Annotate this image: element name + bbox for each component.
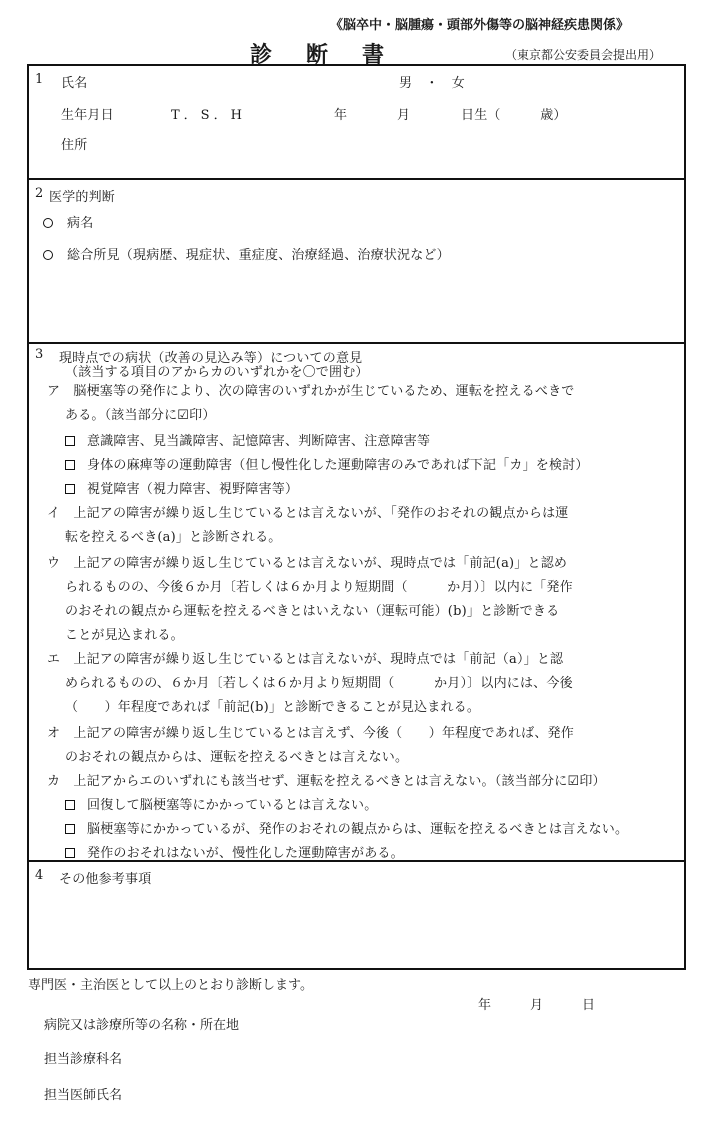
checkbox-icon[interactable]: [65, 460, 75, 470]
department-label: 担当診療科名: [44, 1052, 123, 1067]
section-3-title: 現時点での病状（改善の見込み等）についての意見: [59, 351, 363, 366]
section-4-title: その他参考事項: [59, 872, 152, 887]
statement-text: 専門医・主治医として以上のとおり診断します。: [28, 978, 313, 993]
option-a-line[interactable]: ア 脳梗塞等の発作により、次の障害のいずれかが生じているため、運転を控えるべきで: [47, 384, 575, 399]
checkbox-icon[interactable]: [65, 848, 75, 858]
day-age-label: 日生（ 歳）: [461, 108, 567, 123]
section-3-subtitle: （該当する項目のアからカのいずれかを〇で囲む）: [65, 365, 369, 380]
circle-bullet-icon: [43, 250, 53, 260]
option-a-line: ある。（該当部分に☑印）: [65, 408, 216, 423]
option-u-line[interactable]: ウ 上記アの障害が繰り返し生じているとは言えないが、現時点では「前記(a)」と認め: [47, 556, 568, 571]
checkbox-icon[interactable]: [65, 824, 75, 834]
section-4-box: [27, 860, 686, 970]
doctor-label: 担当医師氏名: [44, 1088, 123, 1103]
option-e-line: （ ）年程度であれば「前記(b)」と診断できることが見込まれる。: [65, 700, 481, 715]
section-2-box: [27, 178, 686, 344]
option-u-line: ことが見込まれる。: [65, 628, 184, 643]
option-o-line[interactable]: オ 上記アの障害が繰り返し生じているとは言えず、今後（ ）年程度であれば、発作: [47, 726, 574, 741]
dob-label: 生年月日: [61, 108, 114, 123]
option-i-line: 転を控えるべき(a)」と診断される。: [65, 530, 282, 545]
option-e-line: められるものの、６か月〔若しくは６か月より短期間（ か月）〕以内には、今後: [65, 676, 573, 691]
findings-item: 総合所見（現病歴、現症状、重症度、治療経過、治療状況など）: [43, 244, 450, 263]
section-3-box: [27, 342, 686, 862]
option-e-line[interactable]: エ 上記アの障害が繰り返し生じているとは言えないが、現時点では「前記（a）」と認: [47, 652, 564, 667]
month-label: 月: [397, 108, 411, 123]
issue-date: 年 月 日: [478, 998, 596, 1013]
option-a-check[interactable]: 身体の麻痺等の運動障害（但し慢性化した運動障害のみであれば下記「カ」を検討）: [65, 454, 589, 473]
option-ka-check[interactable]: 回復して脳梗塞等にかかっているとは言えない。: [65, 794, 377, 813]
option-a-check[interactable]: 視覚障害（視力障害、視野障害等）: [65, 478, 298, 497]
section-3-number: 3: [35, 347, 44, 362]
year-label: 年: [334, 108, 348, 123]
checkbox-icon[interactable]: [65, 436, 75, 446]
option-ka-check[interactable]: 発作のおそれはないが、慢性化した運動障害がある。: [65, 842, 404, 861]
option-ka-line[interactable]: カ 上記アからエのいずれにも該当せず、運転を控えるべきとは言えない。（該当部分に☑印）: [47, 774, 606, 789]
checkbox-icon[interactable]: [65, 484, 75, 494]
section-2-title: 医学的判断: [49, 190, 116, 205]
section-4-number: 4: [35, 868, 44, 883]
option-i-line[interactable]: イ 上記アの障害が繰り返し生じているとは言えないが、「発作のおそれの観点からは運: [47, 506, 569, 521]
address-label: 住所: [61, 138, 88, 153]
option-a-check[interactable]: 意識障害、見当識障害、記憶障害、判断障害、注意障害等: [65, 430, 430, 449]
category-heading: 《脳卒中・脳腫瘍・頭部外傷等の脳神経疾患関係》: [330, 18, 630, 33]
diagnosis-item: 病名: [43, 212, 93, 231]
option-u-line: のおそれの観点から運転を控えるべきとはいえない（運転可能）(b)」と診断できる: [65, 604, 560, 619]
sex-options[interactable]: 男 ・ 女: [399, 76, 466, 91]
section-2-number: 2: [35, 186, 44, 201]
option-ka-check[interactable]: 脳梗塞等にかかっているが、発作のおそれの観点からは、運転を控えるべきとは言えない。: [65, 818, 628, 837]
page-title: 診 断 書: [250, 42, 391, 68]
option-o-line: のおそれの観点からは、運転を控えるべきとは言えない。: [65, 750, 409, 765]
era-options[interactable]: T．S．H: [171, 108, 246, 123]
name-label: 氏名: [61, 76, 88, 91]
section-1-box: [27, 64, 686, 180]
section-1-number: 1: [35, 72, 44, 87]
hospital-label: 病院又は診療所等の名称・所在地: [44, 1018, 240, 1033]
submit-to-label: （東京都公安委員会提出用）: [505, 48, 662, 62]
option-u-line: られるものの、今後６か月〔若しくは６か月より短期間（ か月）〕以内に「発作: [65, 580, 573, 595]
checkbox-icon[interactable]: [65, 800, 75, 810]
circle-bullet-icon: [43, 218, 53, 228]
